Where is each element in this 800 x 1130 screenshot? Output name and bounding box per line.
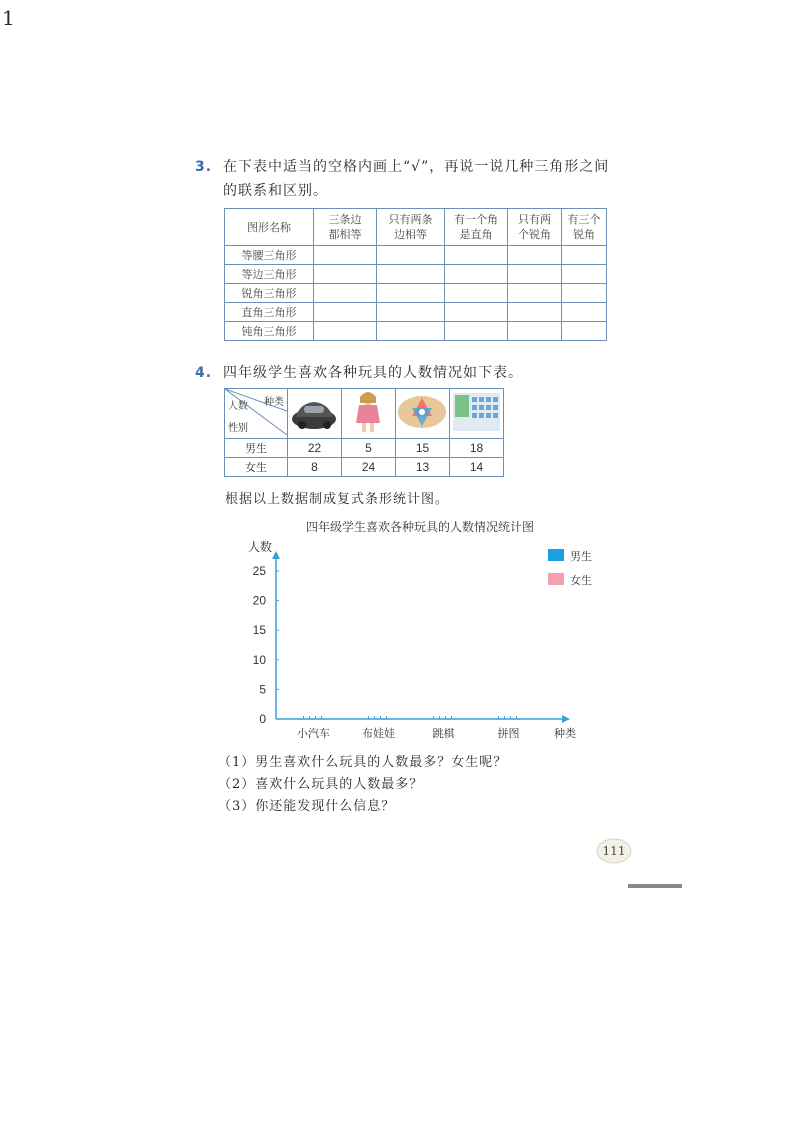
x-axis-label: 种类 xyxy=(554,727,576,740)
table-row xyxy=(225,303,607,322)
toy-table-header xyxy=(225,389,504,439)
answer-cell[interactable] xyxy=(562,303,607,322)
header-text: 有三个 xyxy=(567,213,601,226)
row-label: 直角三角形 xyxy=(225,303,314,322)
y-tick-label: 0 xyxy=(259,712,266,726)
table-cell: 5 xyxy=(342,439,396,458)
question-item: （3）你还能发现什么信息？ xyxy=(218,799,396,814)
x-tick-label: 小汽车 xyxy=(297,727,330,740)
header-text: 是直角 xyxy=(459,228,493,241)
answer-cell[interactable] xyxy=(508,322,562,341)
question-4-number: 4. xyxy=(195,365,213,381)
corner-number: 1 xyxy=(2,6,15,30)
table-row xyxy=(225,246,607,265)
question-item: （2）喜欢什么玩具的人数最多？ xyxy=(218,777,424,792)
table-cell: 22 xyxy=(288,439,342,458)
page-number-badge xyxy=(596,838,632,864)
answer-cell[interactable] xyxy=(508,265,562,284)
header-text: 个锐角 xyxy=(518,228,551,241)
y-axis-arrow xyxy=(272,551,280,559)
header-text: 都相等 xyxy=(328,228,362,241)
header-cell xyxy=(314,209,377,246)
legend-swatch xyxy=(548,573,564,585)
table-row xyxy=(225,322,607,341)
puzzle-image xyxy=(450,389,504,439)
table-cell: 14 xyxy=(450,458,504,477)
row-label: 等腰三角形 xyxy=(225,246,314,265)
header-text: 只有两条 xyxy=(388,213,433,226)
question-3-line1: 在下表中适当的空格内画上“√”，再说一说几种三角形之间 xyxy=(223,159,610,175)
diagonal-header-cell xyxy=(225,389,288,439)
answer-cell[interactable] xyxy=(377,284,445,303)
table-cell: 8 xyxy=(288,458,342,477)
corner-label-gender: 性别 xyxy=(228,423,248,434)
legend xyxy=(548,549,592,587)
answer-cell[interactable] xyxy=(562,246,607,265)
row-label: 男生 xyxy=(225,439,288,458)
x-tick-label: 拼图 xyxy=(497,727,520,740)
x-tick-label: 布娃娃 xyxy=(362,727,395,740)
table-row xyxy=(225,439,504,458)
row-label: 锐角三角形 xyxy=(225,284,314,303)
x-axis-arrow xyxy=(562,715,570,723)
y-ticks xyxy=(253,564,279,726)
answer-cell[interactable] xyxy=(508,303,562,322)
answer-cell[interactable] xyxy=(562,322,607,341)
answer-cell[interactable] xyxy=(445,246,508,265)
y-tick-label: 20 xyxy=(252,593,266,608)
corner-label-count: 人数 xyxy=(228,401,248,412)
header-text: 三条边 xyxy=(328,213,362,226)
header-cell xyxy=(225,209,314,246)
row-label: 等边三角形 xyxy=(225,265,314,284)
answer-cell[interactable] xyxy=(377,322,445,341)
legend-label: 女生 xyxy=(570,574,592,587)
header-text: 只有两 xyxy=(518,213,551,226)
page-number: 111 xyxy=(602,844,626,858)
answer-cell[interactable] xyxy=(445,284,508,303)
answer-cell[interactable] xyxy=(314,265,377,284)
table-row xyxy=(225,284,607,303)
header-cell xyxy=(445,209,508,246)
answer-cell[interactable] xyxy=(508,246,562,265)
divider-bar xyxy=(628,884,682,888)
legend-swatch xyxy=(548,549,564,561)
header-text: 有一个角 xyxy=(454,213,498,226)
answer-cell[interactable] xyxy=(314,284,377,303)
answer-cell[interactable] xyxy=(377,246,445,265)
question-3-number: 3. xyxy=(195,159,213,175)
table-cell: 15 xyxy=(396,439,450,458)
answer-cell[interactable] xyxy=(562,265,607,284)
toy-table xyxy=(224,388,504,477)
answer-cell[interactable] xyxy=(445,265,508,284)
row-label: 女生 xyxy=(225,458,288,477)
triangle-table xyxy=(224,208,607,341)
answer-cell[interactable] xyxy=(562,284,607,303)
table-cell: 24 xyxy=(342,458,396,477)
legend-label: 男生 xyxy=(570,550,592,563)
question-4-line: 四年级学生喜欢各种玩具的人数情况如下表。 xyxy=(223,365,523,381)
header-text: 锐角 xyxy=(573,228,595,241)
chess-image xyxy=(396,389,450,439)
question-3 xyxy=(195,155,655,203)
y-tick-label: 5 xyxy=(259,682,266,697)
answer-cell[interactable] xyxy=(377,265,445,284)
question-3-line2: 的联系和区别。 xyxy=(223,183,328,199)
y-tick-label: 25 xyxy=(252,564,266,578)
car-image xyxy=(288,389,342,439)
answer-cell[interactable] xyxy=(314,303,377,322)
answer-cell[interactable] xyxy=(377,303,445,322)
answer-cell[interactable] xyxy=(314,322,377,341)
chart-instruction: 根据以上数据制成复式条形统计图。 xyxy=(225,492,450,507)
answer-cell[interactable] xyxy=(314,246,377,265)
header-text: 边相等 xyxy=(394,228,427,241)
header-cell xyxy=(562,209,607,246)
chart-title: 四年级学生喜欢各种玩具的人数情况统计图 xyxy=(305,520,535,534)
corner-label-type: 种类 xyxy=(264,397,284,408)
bar-chart xyxy=(240,515,600,745)
questions-list xyxy=(218,752,507,818)
table-row xyxy=(225,265,607,284)
header-cell xyxy=(377,209,445,246)
table-row xyxy=(225,458,504,477)
answer-cell[interactable] xyxy=(508,284,562,303)
header-text: 图形名称 xyxy=(247,220,291,234)
triangle-table-header xyxy=(225,209,607,246)
y-axis-label: 人数 xyxy=(247,540,273,554)
question-4 xyxy=(195,362,523,382)
y-tick-label: 15 xyxy=(252,623,266,638)
question-item: （1）男生喜欢什么玩具的人数最多？女生呢？ xyxy=(218,755,508,770)
answer-cell[interactable] xyxy=(445,322,508,341)
x-tick-label: 跳棋 xyxy=(432,727,455,740)
y-tick-label: 10 xyxy=(252,652,266,667)
table-cell: 18 xyxy=(450,439,504,458)
table-cell: 13 xyxy=(396,458,450,477)
row-label: 钝角三角形 xyxy=(225,322,314,341)
doll-image xyxy=(342,389,396,439)
header-cell xyxy=(508,209,562,246)
answer-cell[interactable] xyxy=(445,303,508,322)
